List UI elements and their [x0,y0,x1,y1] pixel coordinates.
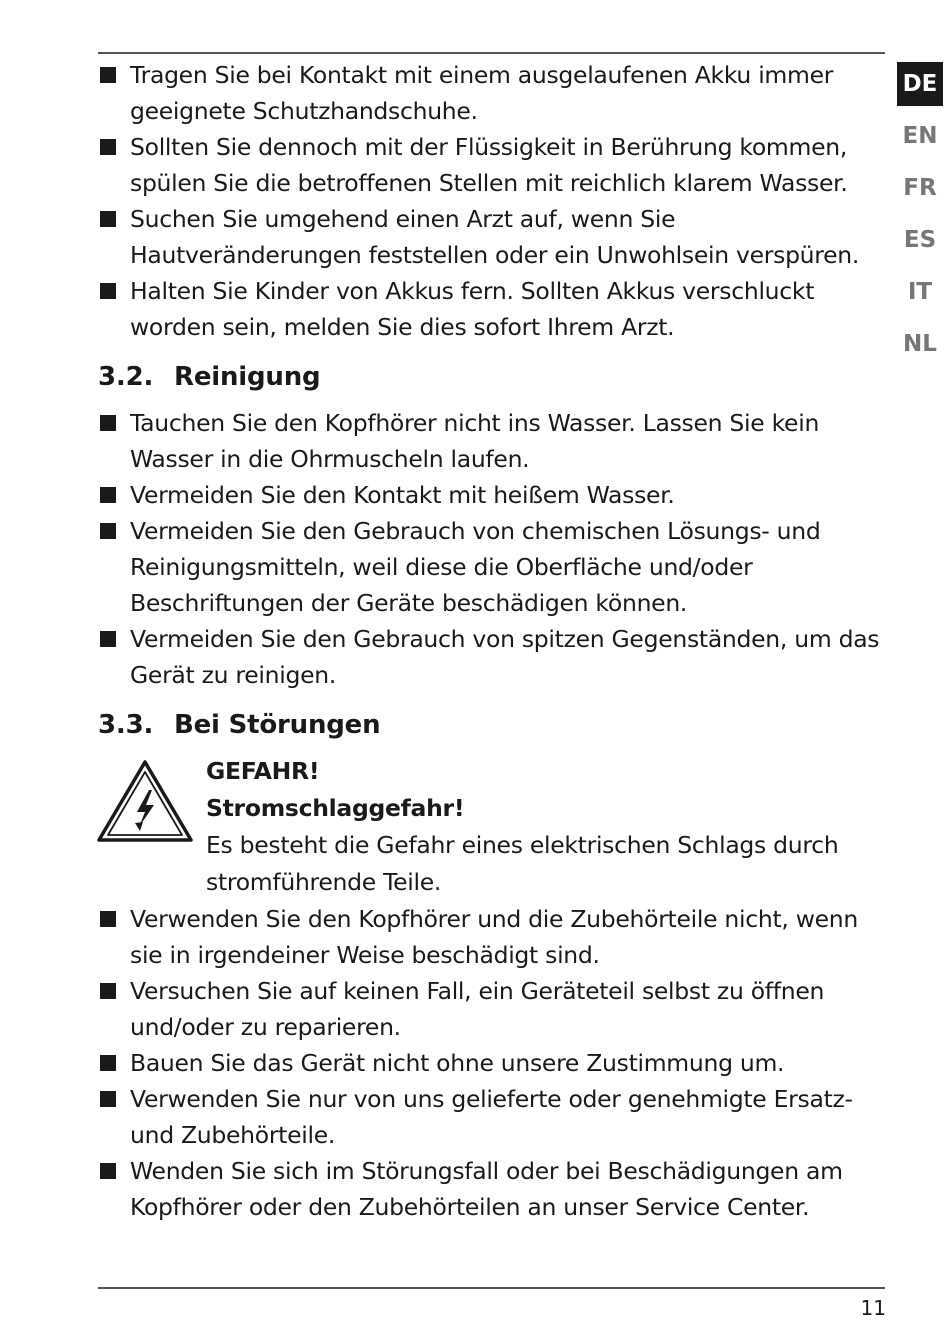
section-title: Reinigung [174,362,321,392]
square-bullet-icon [100,1163,116,1179]
page-number: 11 [860,1296,886,1320]
list-item: Bauen Sie das Gerät nicht ohne unsere Zustimmung um. [98,1045,888,1081]
list-item: Tragen Sie bei Kontakt mit einem ausgelaufenen Akku immer geeignete Schutzhandschuhe. [98,57,888,129]
page-content [98,57,888,1225]
square-bullet-icon [100,415,116,431]
list-item: Tauchen Sie den Kopfhörer nicht ins Wasser. Lassen Sie kein Wasser in die Ohrmuscheln laufen. [98,405,888,477]
square-bullet-icon [100,1091,116,1107]
section-heading-stoerungen [98,707,888,743]
language-tab-es[interactable]: ES [903,227,937,253]
warning-text: Es besteht die Gefahr eines elektrischen Schlags durch stromführende Teile. [206,831,839,896]
square-bullet-icon [100,211,116,227]
language-tab-nl[interactable]: NL [903,331,937,357]
square-bullet-icon [100,911,116,927]
danger-warning-block [98,753,888,901]
list-item: Halten Sie Kinder von Akkus fern. Sollten Akkus verschluckt worden sein, melden Sie dies sofort Ihrem Arzt. [98,273,888,345]
square-bullet-icon [100,1055,116,1071]
list-item: Sollten Sie dennoch mit der Flüssigkeit in Berührung kommen, spülen Sie die betroffenen Stellen mit reichlich klarem Wasser. [98,129,888,201]
section-heading-reinigung [98,359,888,395]
language-tabs [897,62,947,374]
section-number: 3.2. [98,362,154,392]
electric-shock-warning-icon [96,759,194,843]
section-title: Bei Störungen [174,710,381,740]
square-bullet-icon [100,67,116,83]
warning-title: GEFAHR! [206,757,320,785]
list-item: Verwenden Sie nur von uns gelieferte oder genehmigte Ersatz- und Zubehörteile. [98,1081,888,1153]
square-bullet-icon [100,631,116,647]
top-rule [98,52,885,54]
square-bullet-icon [100,983,116,999]
list-item: Suchen Sie umgehend einen Arzt auf, wenn Sie Hautveränderungen feststellen oder ein Unwohlsein verspüren. [98,201,888,273]
malfunction-bullet-list [98,901,888,1225]
list-item: Wenden Sie sich im Störungsfall oder bei Beschädigungen am Kopfhörer oder den Zubehörteilen an unser Service Center. [98,1153,888,1225]
bottom-rule [98,1287,885,1289]
square-bullet-icon [100,523,116,539]
section-number: 3.3. [98,710,154,740]
language-tab-en[interactable]: EN [902,123,938,149]
square-bullet-icon [100,139,116,155]
list-item: Vermeiden Sie den Gebrauch von chemischen Lösungs- und Reinigungsmitteln, weil diese die Oberfläche und/oder Beschriftungen der Geräte beschädigen können. [98,513,888,621]
warning-subtitle: Stromschlaggefahr! [206,794,465,822]
list-item: Vermeiden Sie den Gebrauch von spitzen Gegenständen, um das Gerät zu reinigen. [98,621,888,693]
battery-bullet-list [98,57,888,345]
square-bullet-icon [100,487,116,503]
list-item: Vermeiden Sie den Kontakt mit heißem Wasser. [98,477,888,513]
language-tab-it[interactable]: IT [907,279,933,305]
cleaning-bullet-list [98,405,888,693]
list-item: Versuchen Sie auf keinen Fall, ein Geräteteil selbst zu öffnen und/oder zu reparieren. [98,973,888,1045]
language-tab-de[interactable]: DE [897,62,943,106]
language-tab-fr[interactable]: FR [903,175,937,201]
list-item: Verwenden Sie den Kopfhörer und die Zubehörteile nicht, wenn sie in irgendeiner Weise beschädigt sind. [98,901,888,973]
square-bullet-icon [100,283,116,299]
